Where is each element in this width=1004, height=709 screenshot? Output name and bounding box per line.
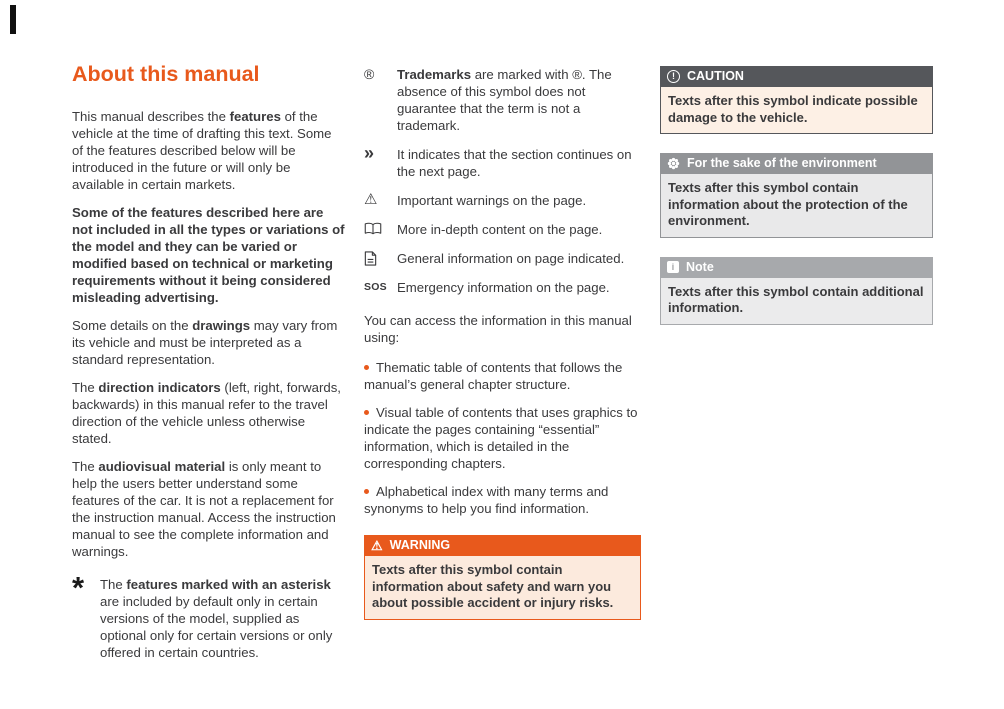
- caution-box-body: Texts after this symbol indicate possible damage to the vehicle.: [660, 87, 933, 134]
- symbol-description: Important warnings on the page.: [397, 193, 587, 208]
- column-middle: [364, 66, 641, 620]
- access-intro: You can access the information in this manual using:: [364, 313, 632, 345]
- caution-exclamation-icon: !: [667, 70, 680, 83]
- symbol-item-continues: [364, 143, 641, 180]
- bullet-icon: [364, 489, 369, 494]
- warning-triangle-icon: ⚠: [364, 191, 378, 208]
- note-box-header: [660, 257, 933, 278]
- symbol-item-page: [364, 250, 641, 267]
- warning-box-body: Texts after this symbol contain information about safety and warn you about possible accident or injury risks.: [364, 556, 641, 620]
- note-box-title: Note: [686, 259, 714, 274]
- caution-box-title: CAUTION: [687, 69, 744, 83]
- section-continues-icon: »: [364, 143, 375, 163]
- info-icon: i: [667, 261, 679, 273]
- symbol-item-trademark: [364, 66, 641, 134]
- bullet-text: Thematic table of contents that follows the manual’s general chapter structure.: [364, 360, 623, 392]
- bullet-icon: [364, 410, 369, 415]
- page-title: About this manual: [72, 62, 260, 86]
- paragraph-features: This manual describes the features of the vehicle at the time of drafting this text. Some of the features described below will be introduced in the future or will only be available in certain markets.: [72, 109, 332, 192]
- bullet-text: Visual table of contents that uses graphics to indicate the pages containing “essential” information, which is detailed in the corresponding chapters.: [364, 405, 638, 471]
- environment-box: [660, 153, 933, 238]
- environment-box-header: [660, 153, 933, 174]
- symbol-description: It indicates that the section continues on the next page.: [397, 147, 632, 179]
- column-right: [660, 66, 933, 344]
- symbol-description: Trademarks are marked with ®. The absence of this symbol does not guarantee that the term is not a trademark.: [397, 67, 612, 133]
- bullet-item-visual: [364, 404, 641, 472]
- asterisk-text: The features marked with an asterisk are included by default only in certain versions of the model, supplied as optional only for certain versions or only offered in certain countries.: [100, 577, 333, 660]
- bullet-item-thematic: [364, 359, 641, 393]
- warning-box-header: [364, 535, 641, 556]
- sos-icon: SOS: [364, 281, 387, 293]
- warning-box-title: WARNING: [389, 538, 451, 552]
- registered-trademark-icon: ®: [364, 66, 375, 82]
- bullet-text: Alphabetical index with many terms and synonyms to help you find information.: [364, 484, 609, 516]
- environment-box-title: For the sake of the environment: [687, 156, 877, 170]
- symbol-description: General information on page indicated.: [397, 251, 625, 266]
- open-book-icon: [364, 221, 397, 238]
- note-box-body: Texts after this symbol contain additional information.: [660, 278, 933, 325]
- paragraph-audiovisual: The audiovisual material is only meant to help the users better understand some features of the car. It is not a replacement for the instruction manual. Access the instruction manual to see the complete information and warnings.: [72, 459, 336, 559]
- symbol-description: Emergency information on the page.: [397, 280, 610, 295]
- environment-flower-icon: [667, 157, 680, 170]
- warning-triangle-icon: ⚠: [371, 538, 383, 553]
- column-left: [72, 62, 346, 661]
- print-registration-mark: [10, 5, 16, 34]
- asterisk-icon: *: [72, 570, 85, 605]
- note-box: [660, 257, 933, 325]
- page-reference-icon: [364, 250, 397, 267]
- symbol-description: More in-depth content on the page.: [397, 222, 603, 237]
- symbol-item-warning: [364, 192, 641, 209]
- paragraph-direction-indicators: The direction indicators (left, right, forwards, backwards) in this manual refer to the travel direction of the vehicle unless otherwise stated.: [72, 380, 341, 446]
- caution-box: [660, 66, 933, 134]
- symbol-item-book: [364, 221, 641, 238]
- caution-box-header: [660, 66, 933, 87]
- bullet-icon: [364, 365, 369, 370]
- environment-box-body: Texts after this symbol contain information about the protection of the environment.: [660, 174, 933, 238]
- asterisk-item: [72, 570, 346, 661]
- symbol-item-sos: [364, 279, 641, 296]
- paragraph-disclaimer: Some of the features described here are not included in all the types or variations of the model and they can be varied or modified based on technical or marketing requirements without it being considered misleading advertising.: [72, 205, 345, 305]
- bullet-item-index: [364, 483, 641, 517]
- warning-box: [364, 535, 641, 620]
- paragraph-drawings: Some details on the drawings may vary from its vehicle and must be interpreted as a standard representation.: [72, 318, 338, 367]
